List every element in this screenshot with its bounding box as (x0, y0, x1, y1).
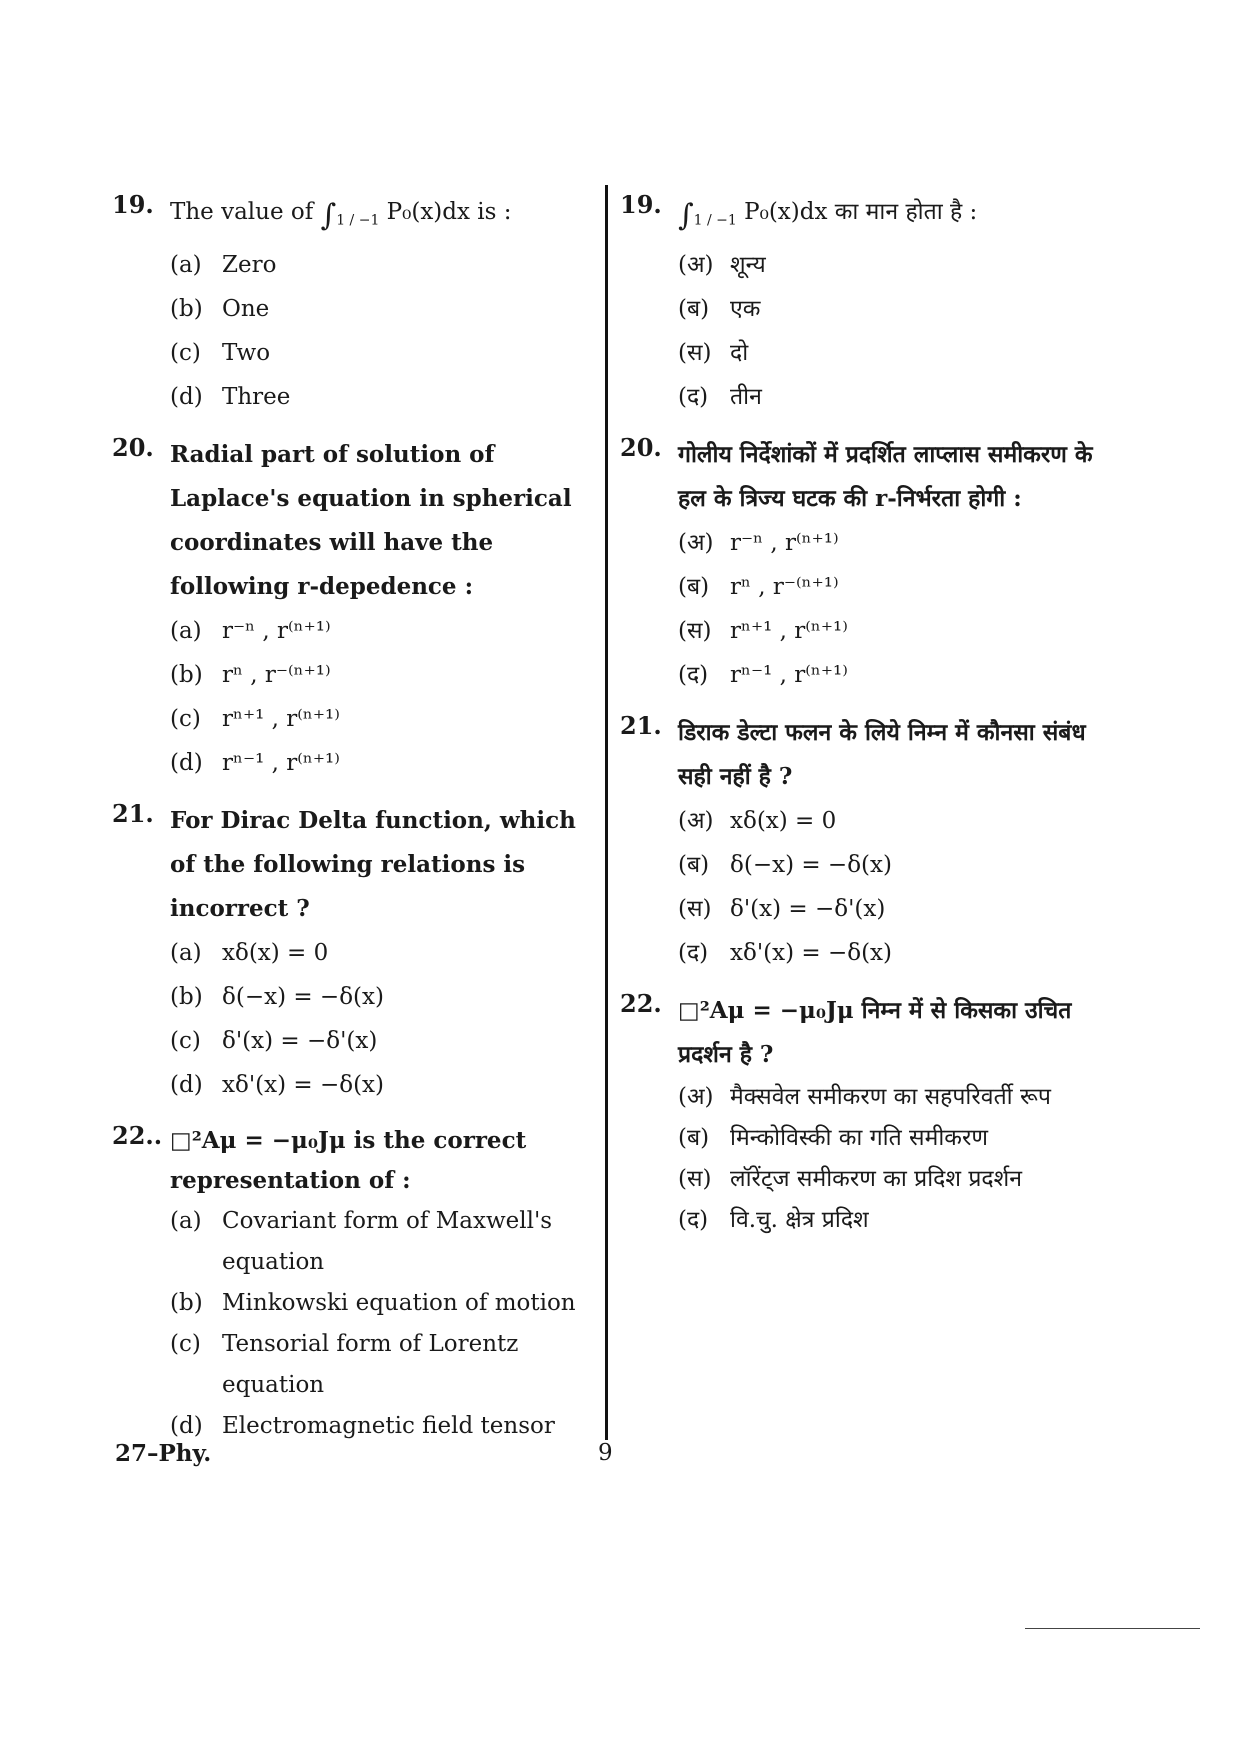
question-text: □²Aμ = −μ₀Jμ निम्न में से किसका उचित प्रदर्शन है ? (678, 996, 1072, 1068)
question-number: 20. (112, 432, 154, 462)
option-d: (d) rⁿ⁻¹ , r⁽ⁿ⁺¹⁾ (170, 749, 340, 776)
option-d: (d) Electromagnetic field tensor (170, 1412, 555, 1439)
question-22-hi (620, 989, 1100, 1241)
question-number: 20. (620, 432, 662, 462)
option-a: (अ) शून्य (678, 251, 766, 278)
option-b: (ब) rⁿ , r⁻⁽ⁿ⁺¹⁾ (678, 573, 839, 600)
question-text: डिराक डेल्टा फलन के लिये निम्न में कौनसा संबंध सही नहीं है ? (678, 718, 1086, 790)
question-text: For Dirac Delta function, which of the following relations is incorrect ? (170, 806, 576, 922)
option-b: (b) rⁿ , r⁻⁽ⁿ⁺¹⁾ (170, 661, 331, 688)
options-list (170, 1201, 592, 1447)
question-text: The value of $\int_{1 / -1}$ P₀(x)dx is : (170, 198, 512, 233)
question-22-en (112, 1121, 592, 1447)
english-column (112, 190, 592, 1461)
options-list (678, 1077, 1100, 1241)
option-b: (ब) δ(−x) = −δ(x) (678, 851, 892, 878)
question-number: 21. (620, 710, 662, 740)
option-c: (c) Tensorial form of Lorentz equation (170, 1330, 519, 1398)
question-text: $\int_{1 / -1}$ P₀(x)dx का मान होता है : (678, 198, 978, 233)
integral-sign: ∫ (320, 198, 337, 233)
integral-sign: ∫ (678, 198, 694, 233)
bottom-rule (1025, 1628, 1200, 1629)
option-a: (a) Covariant form of Maxwell's equation (170, 1207, 553, 1275)
option-c: (c) Two (170, 339, 271, 366)
option-b: (b) Minkowski equation of motion (170, 1289, 576, 1316)
integrand: P₀(x)dx (386, 199, 470, 225)
question-20-hi (620, 433, 1100, 697)
option-c: (स) लॉरेंट्ज समीकरण का प्रदिश प्रदर्शन (678, 1165, 1023, 1192)
options-list (170, 609, 592, 785)
paper-code: 27–Phy. (115, 1440, 212, 1467)
option-c: (स) दो (678, 339, 749, 366)
question-number: 21. (112, 798, 154, 828)
question-text: गोलीय निर्देशांकों में प्रदर्शित लाप्लास समीकरण के हल के त्रिज्य घटक की r-निर्भरता होगी : (678, 440, 1093, 512)
option-b: (ब) मिन्कोविस्की का गति समीकरण (678, 1124, 988, 1151)
integral-limits: 1 / −1 (336, 212, 380, 229)
question-19-en (112, 190, 592, 419)
option-d: (द) तीन (678, 383, 762, 410)
question-21-hi (620, 711, 1100, 975)
option-b: (ब) एक (678, 295, 761, 322)
option-c: (c) rⁿ⁺¹ , r⁽ⁿ⁺¹⁾ (170, 705, 340, 732)
options-list (678, 521, 1100, 697)
option-d: (d) Three (170, 383, 291, 410)
option-a: (अ) xδ(x) = 0 (678, 807, 837, 834)
question-number: 22.. (112, 1120, 163, 1150)
column-divider (605, 185, 608, 1440)
option-d: (द) rⁿ⁻¹ , r⁽ⁿ⁺¹⁾ (678, 661, 848, 688)
option-a: (अ) r⁻ⁿ , r⁽ⁿ⁺¹⁾ (678, 529, 839, 556)
question-20-en (112, 433, 592, 785)
question-text: □²Aμ = −μ₀Jμ is the correct representation of : (170, 1126, 527, 1194)
question-19-hi (620, 190, 1100, 419)
page-number: 9 (598, 1440, 613, 1466)
option-d: (द) xδ'(x) = −δ(x) (678, 939, 892, 966)
question-number: 22. (620, 988, 662, 1018)
option-d: (द) वि.चु. क्षेत्र प्रदिश (678, 1206, 869, 1233)
integrand: P₀(x)dx (744, 199, 828, 225)
option-a: (a) Zero (170, 251, 277, 278)
option-c: (c) δ'(x) = −δ'(x) (170, 1027, 378, 1054)
option-c: (स) rⁿ⁺¹ , r⁽ⁿ⁺¹⁾ (678, 617, 848, 644)
hindi-column (620, 190, 1100, 1255)
option-b: (b) δ(−x) = −δ(x) (170, 983, 384, 1010)
options-list (170, 243, 592, 419)
option-d: (d) xδ'(x) = −δ(x) (170, 1071, 384, 1098)
options-list (678, 243, 1100, 419)
integral-limits: 1 / −1 (693, 212, 737, 229)
question-21-en (112, 799, 592, 1107)
option-a: (अ) मैक्सवेल समीकरण का सहपरिवर्ती रूप (678, 1083, 1051, 1110)
options-list (678, 799, 1100, 975)
option-c: (स) δ'(x) = −δ'(x) (678, 895, 886, 922)
options-list (170, 931, 592, 1107)
option-a: (a) xδ(x) = 0 (170, 939, 329, 966)
question-text: Radial part of solution of Laplace's equation in spherical coordinates will have the following r-depedence : (170, 440, 572, 600)
option-a: (a) r⁻ⁿ , r⁽ⁿ⁺¹⁾ (170, 617, 331, 644)
question-number: 19. (620, 190, 662, 219)
option-b: (b) One (170, 295, 270, 322)
question-number: 19. (112, 190, 154, 219)
